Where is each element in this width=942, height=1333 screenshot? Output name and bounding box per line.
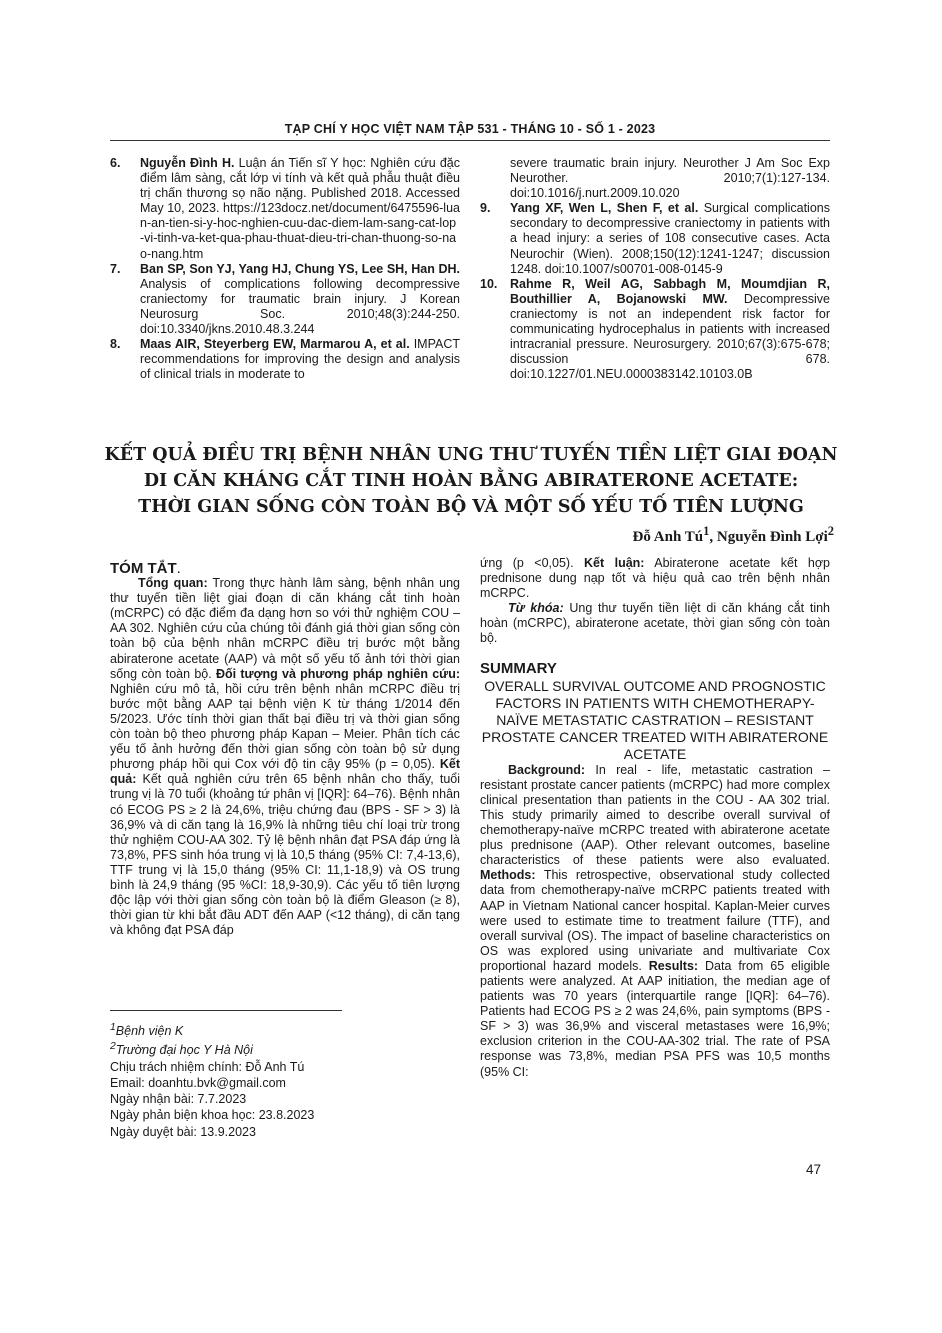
reference-authors: Ban SP, Son YJ, Yang HJ, Chung YS, Lee SH, Han DH. bbox=[140, 261, 460, 276]
reference-url[interactable]: https://123docz.net/document/6475596-luan-an-tien-si-y-hoc-nghien-cuu-dac-diem-lam-sang-cat-lop-vi-tinh-va-ket-qua-phau-thuat-dieu-tri-chan-thuong-so-nao-nang.htm bbox=[140, 201, 460, 261]
date-reviewed: Ngày phản biện khoa học: 23.8.2023 bbox=[110, 1108, 315, 1123]
reference-number: 6. bbox=[110, 156, 121, 170]
abstract-paragraph: ứng (p <0,05). Kết luận: Abiraterone acetate kết hợp prednisone dung nạp tốt và hiệu quả cao trên bệnh nhân mCRPC. bbox=[480, 556, 830, 601]
reference-item bbox=[110, 262, 460, 337]
abstract-vi-column bbox=[110, 561, 460, 938]
author-name: Nguyễn Đình Lợi bbox=[716, 529, 828, 545]
reference-body bbox=[140, 262, 460, 337]
reference-item bbox=[480, 156, 830, 201]
reference-number: 9. bbox=[480, 201, 491, 216]
reference-body bbox=[140, 156, 460, 262]
reference-authors: Yang XF, Wen L, Shen F, et al. bbox=[510, 201, 699, 216]
author-name: Đỗ Anh Tú bbox=[632, 529, 704, 545]
date-accepted: Ngày duyệt bài: 13.9.2023 bbox=[110, 1124, 256, 1139]
reference-item bbox=[110, 156, 460, 262]
reference-number: 7. bbox=[110, 261, 121, 276]
date-received: Ngày nhận bài: 7.7.2023 bbox=[110, 1092, 247, 1107]
reference-number: 10. bbox=[480, 276, 498, 291]
abstract-right-column bbox=[480, 556, 830, 1080]
footnotes bbox=[110, 1020, 460, 1140]
abstract-paragraph: Tổng quan: Trong thực hành lâm sàng, bệnh nhân ung thư tuyến tiền liệt giai đoạn di căn kháng cắt tinh hoàn (mCRPC) có đặc điểm đa dạng hơn so với thử nghiệm COU – AA 302. Nghiên cứu của chúng tôi đánh giá thời gian sống còn toàn bộ của bệnh nhân mCRPC điều trị bước một bằng abiraterone acetate (AAP) và một số yếu tố ảnh tới thời gian sống còn toàn bộ. Đối tượng và phương pháp nghiên cứu: Nghiên cứu mô tả, hồi cứu trên bệnh nhân mCRPC điều trị bước một bằng AAP tại bệnh viện K từ tháng 1/2014 đến 5/2023. Ước tính thời gian thất bại điều trị và thời gian sống còn toàn bộ theo phương pháp Kapan – Meier. Phân tích các yếu tố ảnh hưởng đến thời gian sống còn toàn bộ sử dụng phương pháp hồi qui Cox với độ tin cậy 95% (p = 0,05). Kết quả: Kết quả nghiên cứu trên 65 bệnh nhân cho thấy, tuổi trung vị là 70 tuổi (khoảng tứ phân vị [IQR]: 64–76). Bệnh nhân có ECOG PS ≥ 2 là 24,6%, triệu chứng đau (BPS - SF > 3) là 36,9% và di căn tạng là 16,9% là những tiêu chí loại trừ trong thử nghiệm COU-AA 302. Tỷ lệ bệnh nhân đạt PSA đáp ứng là 73,8%, PFS sinh hóa trung vị là 10,5 tháng (95% CI: 7,4-13,6), TTF trung vị là 15,0 tháng (95% CI: 11,1-18,9) và OS trung bình là 24,9 tháng (95 %CI: 18,9-30,9). Các yếu tố tiên lượng độc lập với thời gian sống còn toàn bộ là điểm Gleason (≥ 8), thời gian từ khi bắt đầu ADT đến AAP (<12 tháng), di căn tạng và không đạt PSA đáp bbox=[110, 576, 461, 938]
corresponding-author: Chịu trách nhiệm chính: Đỗ Anh Tú bbox=[110, 1059, 305, 1074]
affiliation: $^1$Bệnh viện K bbox=[110, 1022, 184, 1039]
article-authors bbox=[633, 524, 834, 546]
reference-item bbox=[480, 277, 830, 383]
summary-label: Background: bbox=[508, 762, 586, 777]
summary-title: OVERALL SURVIVAL OUTCOME AND PROGNOSTIC FACTORS IN PATIENTS WITH CHEMOTHERAPY-NAÏVE METASTATIC CASTRATION – RESISTANT PROSTATE CANCER TREATED WITH ABIRATERONE ACETATE bbox=[481, 677, 829, 762]
abstract-label: Đối tượng và phương pháp nghiên cứu: bbox=[215, 666, 461, 681]
reference-authors: Rahme R, Weil AG, Sabbagh M, Moumdjian R, Bouthillier A, Bojanowski MW. bbox=[510, 276, 830, 306]
article-title-line: THỜI GIAN SỐNG CÒN TOÀN BỘ VÀ MỘT SỐ YẾU TỐ TIÊN LƯỢNG bbox=[138, 497, 804, 517]
article-title bbox=[100, 442, 842, 520]
reference-text: severe traumatic brain injury. Neurother J Am Soc Exp Neurother. 2010;7(1):127-134. doi:10.1016/j.nurt.2009.10.020 bbox=[510, 156, 830, 201]
author-affiliation-mark: 2 bbox=[827, 524, 834, 538]
corresponding-email[interactable]: Email: doanhtu.bvk@gmail.com bbox=[110, 1075, 286, 1090]
reference-text: Analysis of complications following decompressive craniectomy for traumatic brain injury. J Korean Neurosurg Soc. 2010;48(3):244-250. doi:10.3340/jkns.2010.48.3.244 bbox=[140, 276, 460, 337]
abstract-label: Kết luận: bbox=[584, 556, 645, 570]
affiliation: $^2$Trường đại học Y Hà Nội bbox=[110, 1041, 253, 1058]
reference-text: Decompressive craniectomy is not an independent risk factor for communicating hydrocephalus in patients with increased intracranial pressure. Neurosurgery. 2010;67(3):675-678; discussion 678. doi:10.1227/01.NEU.0000383142.10103.0B bbox=[510, 291, 830, 382]
reference-body bbox=[140, 337, 460, 382]
summary-label: Methods: bbox=[480, 868, 536, 883]
keywords: Từ khóa: Ung thư tuyến tiền liệt di căn kháng cắt tinh hoàn (mCRPC), abiraterone acetate, thời gian sống còn toàn bộ. bbox=[480, 601, 831, 646]
keywords-label: Từ khóa: bbox=[508, 601, 564, 616]
abstract-heading: TÓM TẮT. bbox=[110, 560, 181, 577]
abstract-label: Kết quả: bbox=[110, 757, 460, 787]
abstract-label: Tổng quan: bbox=[138, 576, 208, 591]
reference-number bbox=[480, 156, 510, 201]
article-title-line: DI CĂN KHÁNG CẮT TINH HOÀN BẰNG ABIRATERONE ACETATE: bbox=[143, 471, 799, 491]
reference-body bbox=[510, 277, 830, 383]
summary-heading: SUMMARY bbox=[480, 659, 557, 677]
article-title-line: KẾT QUẢ ĐIỀU TRỊ BỆNH NHÂN UNG THƯ TUYẾN TIỀN LIỆT GIAI ĐOẠN bbox=[104, 445, 838, 465]
reference-text: Surgical complications secondary to decompressive craniectomy in patients with a head injury: a series of 108 consecutive cases. Acta Neurochir (Wien). 2008;150(12):1241-1247; discussion 1248. doi:10.1007/s00701-008-0145-9 bbox=[510, 201, 830, 276]
summary-label: Results: bbox=[648, 958, 699, 973]
footnote-rule bbox=[110, 1010, 342, 1011]
reference-number: 8. bbox=[110, 337, 121, 352]
summary-paragraph: Background: In real - life, metastatic castration – resistant prostate cancer patients (mCRPC) had more complex clinical presentation than patients in the COU - AA 302 trial. This study primarily aimed to describe overall survival of chemotherapy-naïve mCRPC treated with abiraterone acetate plus prednisone (AAP). Other relevant outcomes, baseline characteristics of these patients were also evaluated. Methods: This retrospective, observational study collected data from chemotherapy-naïve mCRPC patients treated with AAP in Vietnam National cancer hospital. Kaplan-Meier curves were used to estimate time to treatment failure (TTF), and overall survival (OS). The impact of baseline characteristics on OS was explored using univariate and multivariate Cox proportional hazard models. Results: Data from 65 eligible patients were analyzed. At AAP initiation, the median age of patients was 70 years (interquartile range [IQR]: 64–76). Patients had ECOG PS ≥ 2 was 24,6%, pain symptoms (BPS - SF > 3) was 36,9% and visceral metastases were 16,9%; exclusion criterion in the COU-AA-302 trial. The rate of PSA response was 73,8%, median PSA PFS was 10,5 months (95% CI: bbox=[480, 762, 830, 1079]
reference-authors: Maas AIR, Steyerberg EW, Marmarou A, et al. bbox=[140, 337, 410, 352]
header-rule bbox=[110, 140, 830, 141]
reference-text: IMPACT recommendations for improving the design and analysis of clinical trials in moderate to bbox=[140, 337, 460, 382]
author-affiliation-mark: 1 bbox=[703, 524, 710, 538]
reference-body bbox=[510, 201, 830, 276]
page-number: 47 bbox=[806, 1162, 822, 1177]
author-separator: , bbox=[709, 529, 717, 545]
reference-item bbox=[480, 201, 830, 276]
reference-text: Luận án Tiến sĩ Y học: Nghiên cứu đặc điểm lâm sàng, cắt lớp vi tính và kết quả phẫu thuật điều trị chấn thương sọ não nặng. Published 2018. Accessed May 10, 2023. bbox=[140, 156, 460, 216]
references-right-column bbox=[480, 156, 830, 382]
reference-body bbox=[510, 156, 830, 201]
references-left-column bbox=[110, 156, 460, 382]
reference-authors: Nguyễn Đình H. bbox=[140, 156, 235, 170]
reference-item bbox=[110, 337, 460, 382]
journal-header: TẠP CHÍ Y HỌC VIỆT NAM TẬP 531 - THÁNG 10 - SỐ 1 - 2023 bbox=[284, 122, 656, 136]
